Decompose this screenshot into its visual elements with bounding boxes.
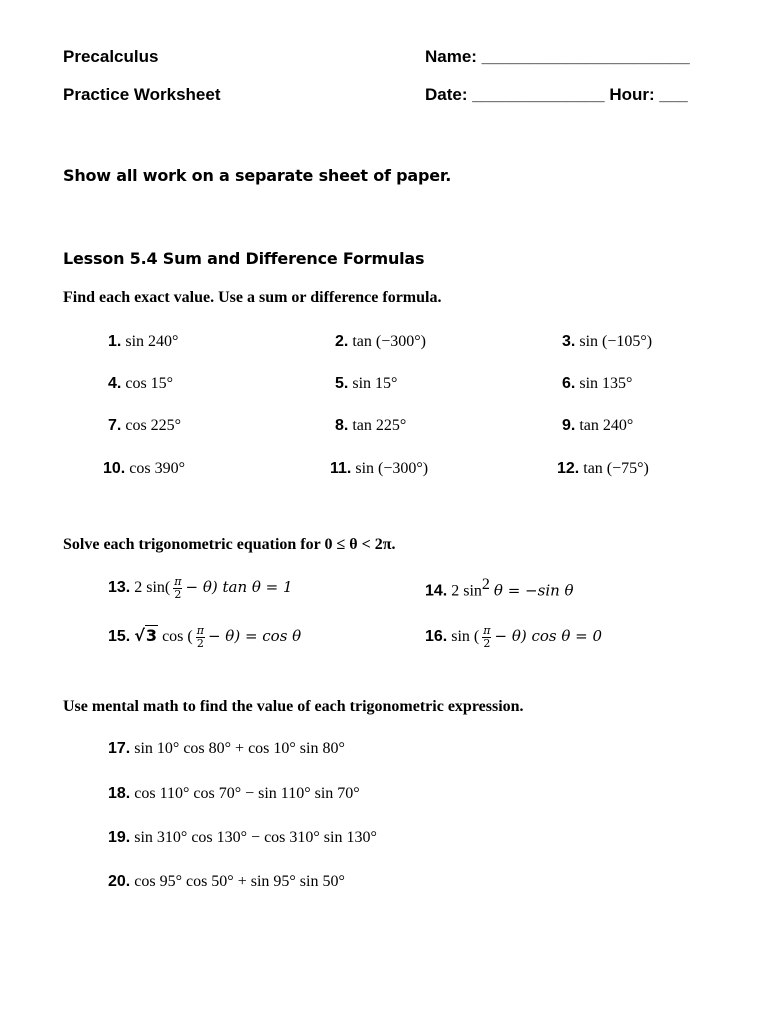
problem-number: 19. bbox=[108, 829, 131, 846]
section3-heading: Use mental math to find the value of each trigonometric expression. bbox=[63, 698, 524, 715]
problem-1 bbox=[108, 333, 178, 351]
problem-3 bbox=[562, 333, 652, 351]
problem-16 bbox=[425, 625, 602, 650]
problem-expr: tan 240° bbox=[579, 417, 634, 434]
problem-expr-part: 2 sin( bbox=[134, 579, 171, 597]
section1-heading: Find each exact value. Use a sum or difference formula. bbox=[63, 289, 442, 306]
problem-number: 20. bbox=[108, 873, 131, 890]
problem-number: 7. bbox=[108, 417, 122, 434]
problem-expr: sin 240° bbox=[125, 333, 179, 350]
problem-expr: tan 225° bbox=[352, 417, 407, 434]
problem-20 bbox=[108, 873, 345, 891]
problem-expr-part: sin ( bbox=[451, 628, 480, 646]
problem-number: 1. bbox=[108, 333, 122, 350]
problem-expr: sin (−105°) bbox=[579, 333, 653, 350]
problem-15 bbox=[108, 625, 301, 650]
problem-17 bbox=[108, 740, 345, 758]
problem-expr-part: − θ) cos θ = 0 bbox=[494, 627, 603, 646]
problem-13 bbox=[108, 576, 293, 601]
fraction: $\frac{\pi}{2}$ bbox=[174, 575, 182, 601]
problem-number: 4. bbox=[108, 375, 122, 392]
problem-number: 6. bbox=[562, 375, 576, 392]
problem-expr: cos 225° bbox=[125, 417, 182, 434]
problem-expr-part: − θ) tan θ = 1 bbox=[185, 578, 293, 597]
course-title: Precalculus bbox=[63, 47, 159, 66]
problem-expr: cos 110° cos 70° − sin 110° sin 70° bbox=[134, 785, 360, 802]
problem-7 bbox=[108, 417, 181, 435]
lesson-title: Lesson 5.4 Sum and Difference Formulas bbox=[63, 249, 425, 268]
fraction: $\frac{\pi}{2}$ bbox=[483, 624, 491, 650]
name-field-label: Name: ______________________ bbox=[425, 47, 690, 66]
square-root: √3 bbox=[134, 626, 158, 646]
problem-number: 12. bbox=[557, 460, 580, 477]
problem-6 bbox=[562, 375, 632, 393]
problem-11 bbox=[330, 460, 428, 478]
problem-number: 14. bbox=[425, 582, 448, 600]
problem-expr: sin (−300°) bbox=[355, 460, 429, 477]
problem-number: 2. bbox=[335, 333, 349, 350]
problem-18 bbox=[108, 785, 360, 803]
problem-expr: tan (−300°) bbox=[352, 333, 426, 350]
problem-expr: cos 15° bbox=[125, 375, 174, 392]
problem-expr: sin 135° bbox=[579, 375, 633, 392]
problem-expr: sin 10° cos 80° + cos 10° sin 80° bbox=[134, 740, 345, 757]
problem-5 bbox=[335, 375, 397, 393]
problem-12 bbox=[557, 460, 649, 478]
problem-4 bbox=[108, 375, 173, 393]
problem-expr-part: − θ) = cos θ bbox=[207, 627, 302, 646]
problem-number: 13. bbox=[108, 579, 131, 597]
problem-number: 15. bbox=[108, 628, 131, 646]
worksheet-subtitle: Practice Worksheet bbox=[63, 85, 221, 104]
problem-expr: tan (−75°) bbox=[583, 460, 649, 477]
problem-number: 17. bbox=[108, 740, 131, 757]
date-hour-field-label: Date: ______________ Hour: ___ bbox=[425, 85, 688, 104]
problem-10 bbox=[103, 460, 185, 478]
section2-heading: Solve each trigonometric equation for 0 ≤ θ < 2π. bbox=[63, 536, 396, 553]
exponent: 2 bbox=[481, 576, 490, 593]
problem-expr: cos 390° bbox=[129, 460, 185, 477]
problem-number: 10. bbox=[103, 460, 126, 477]
problem-expr-part: cos ( bbox=[162, 628, 193, 646]
problem-number: 8. bbox=[335, 417, 349, 434]
problem-19 bbox=[108, 829, 377, 847]
problem-number: 16. bbox=[425, 628, 448, 646]
problem-expr-part: 2 sin bbox=[451, 582, 482, 600]
problem-expr: sin 15° bbox=[352, 375, 398, 392]
problem-number: 3. bbox=[562, 333, 576, 350]
problem-number: 5. bbox=[335, 375, 349, 392]
fraction: $\frac{\pi}{2}$ bbox=[196, 624, 204, 650]
problem-number: 18. bbox=[108, 785, 131, 802]
problem-expr-part: θ = −sin θ bbox=[493, 581, 574, 600]
problem-number: 9. bbox=[562, 417, 576, 434]
problem-expr: sin 310° cos 130° − cos 310° sin 130° bbox=[134, 829, 377, 846]
problem-8 bbox=[335, 417, 406, 435]
work-instruction: Show all work on a separate sheet of paper. bbox=[63, 166, 452, 185]
problem-9 bbox=[562, 417, 633, 435]
problem-2 bbox=[335, 333, 426, 351]
problem-expr: cos 95° cos 50° + sin 95° sin 50° bbox=[134, 873, 345, 890]
problem-number: 11. bbox=[330, 460, 352, 477]
problem-14 bbox=[425, 576, 574, 600]
